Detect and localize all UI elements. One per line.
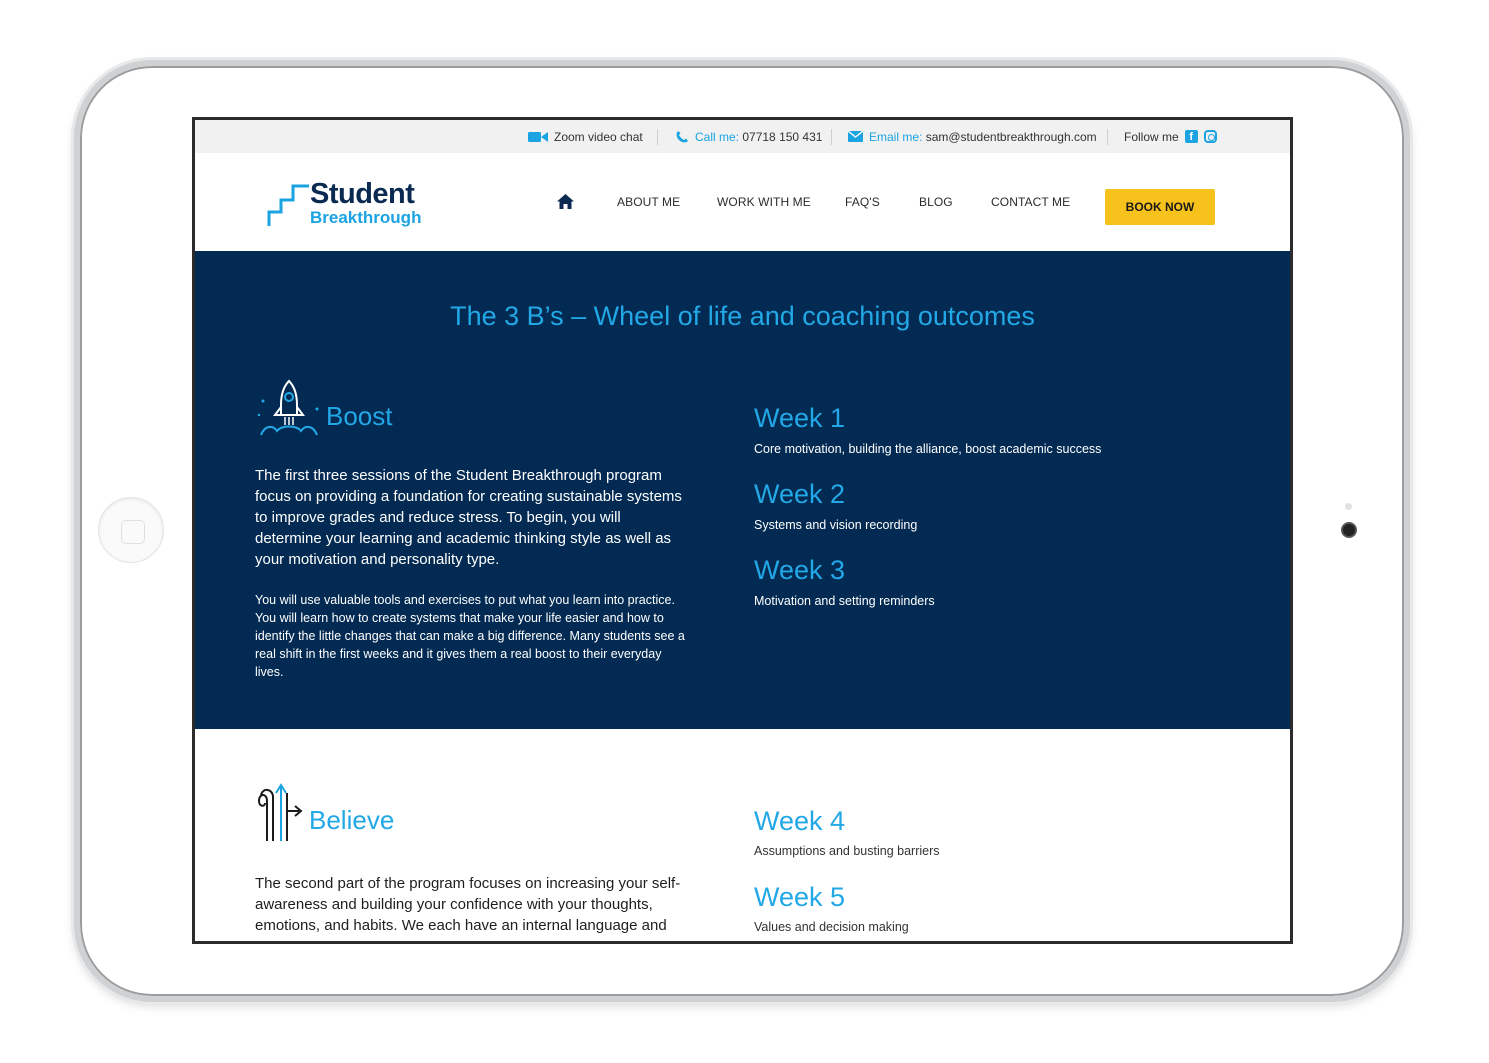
divider [831, 129, 832, 145]
nav-faqs[interactable]: FAQ'S [845, 195, 880, 209]
week-5-desc: Values and decision making [754, 920, 909, 934]
video-camera-icon [528, 131, 548, 143]
site-logo[interactable] [267, 178, 437, 228]
believe-paragraph-1: The second part of the program focuses on increasing your self-awareness and building your confidence with your thoughts, emotions, and habits. We each have an internal language and [255, 875, 681, 934]
nav-blog[interactable]: BLOG [919, 195, 953, 209]
email-label: Email me: [869, 129, 923, 144]
week-2-desc: Systems and vision recording [754, 518, 918, 532]
week-1-title: Week 1 [754, 403, 846, 433]
email-address: sam@studentbreakthrough.com [925, 129, 1097, 144]
envelope-icon [848, 131, 863, 142]
tablet-camera [1341, 522, 1357, 538]
rocket-icon [255, 379, 323, 437]
call-label: Call me: [695, 129, 740, 144]
week-1-desc: Core motivation, building the alliance, boost academic success [754, 442, 1102, 456]
boost-paragraph-2: You will use valuable tools and exercises to put what you learn into practice. You will learn how to create systems that make your life easier and how to identify the little changes that can make a big difference. Many students see a real shift in the first weeks and it gives them a real boost to their everyday lives. [255, 593, 685, 679]
home-icon[interactable] [557, 194, 574, 209]
phone-icon [675, 130, 689, 144]
arrows-icon [255, 783, 305, 843]
week-4-title: Week 4 [754, 806, 846, 836]
week-3-desc: Motivation and setting reminders [754, 594, 935, 608]
contact-bar [195, 120, 1290, 153]
email-link[interactable] [848, 120, 1097, 153]
logo-subtitle: Breakthrough [310, 208, 422, 227]
boost-paragraph-1: The first three sessions of the Student Breakthrough program focus on providing a foundation for creating sustainable systems to improve grades and reduce stress. To begin, you will determine your learning and academic thinking style as well as your motivation and personality type. [255, 467, 682, 568]
week-2-title: Week 2 [754, 479, 846, 509]
tablet-sensor [1345, 503, 1352, 510]
facebook-icon[interactable]: f [1185, 130, 1198, 143]
instagram-icon[interactable] [1204, 130, 1217, 143]
week-4-desc: Assumptions and busting barriers [754, 844, 940, 858]
nav-contact[interactable]: CONTACT ME [991, 195, 1071, 209]
follow-group [1124, 120, 1217, 153]
call-link[interactable] [675, 120, 822, 153]
zoom-link[interactable] [528, 120, 643, 153]
follow-label: Follow me [1124, 129, 1179, 144]
boost-heading: Boost [326, 401, 393, 431]
page-title: The 3 B’s – Wheel of life and coaching outcomes [450, 301, 1035, 331]
tablet-home-button [98, 497, 164, 563]
week-5-title: Week 5 [754, 882, 846, 912]
site-header [195, 153, 1290, 251]
stairs-logo-icon [267, 182, 311, 228]
zoom-label: Zoom video chat [554, 129, 643, 144]
logo-title: Student [310, 178, 415, 210]
tablet-screen [192, 117, 1293, 944]
call-number: 07718 150 431 [742, 129, 823, 144]
nav-work-with-me[interactable]: WORK WITH ME [717, 195, 811, 209]
boost-section [195, 251, 1290, 729]
nav-about[interactable]: ABOUT ME [617, 195, 681, 209]
believe-heading: Believe [309, 805, 395, 835]
week-3-title: Week 3 [754, 555, 846, 585]
divider [657, 129, 658, 145]
book-now-button[interactable]: BOOK NOW [1105, 189, 1215, 225]
believe-section [195, 729, 1290, 944]
divider [1107, 129, 1108, 145]
